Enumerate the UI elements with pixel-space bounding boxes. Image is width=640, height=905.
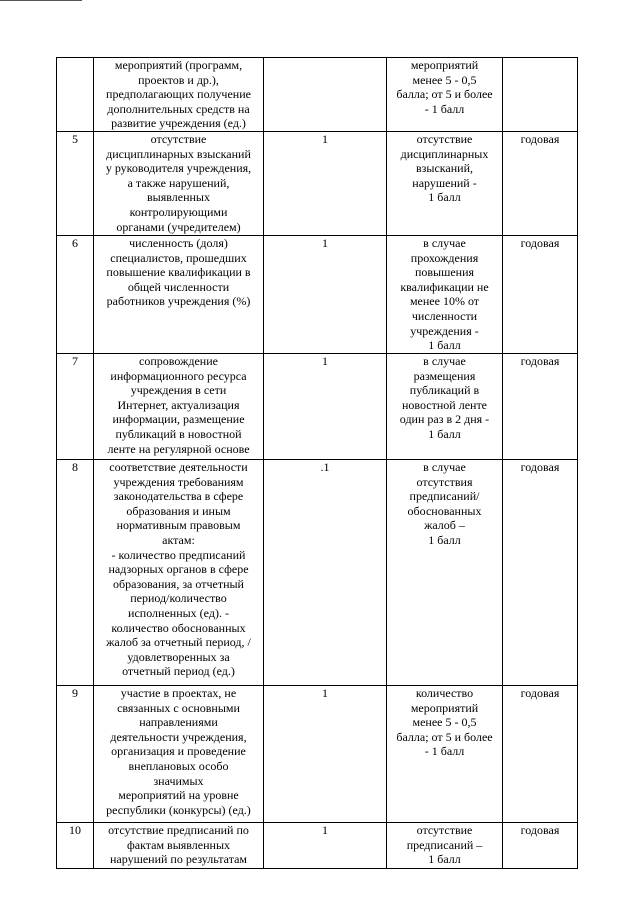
row-number: 7 [57,353,94,459]
indicator-name: мероприятий (программ, проектов и др.), предполагающих получение дополнительных средств на развитие учреждения (ед.) [94,58,264,132]
indicator-criteria: мероприятий менее 5 - 0,5 балла; от 5 и более - 1 балл [387,58,503,132]
indicator-name: численность (доля) специалистов, прошедших повышение квалификации в общей численности работников учреждения (%) [94,235,264,353]
indicator-name: соответствие деятельности учреждения требованиям законодательства в сфере образования и иным нормативным правовым актам: - количество предписаний надзорных органов в сфере образования, за отчетный период/количество исполненных (ед). - количество обоснованных жалоб за отчетный период, / удовлетворенных за отчетный период (ед.) [94,459,264,685]
indicator-name: участие в проектах, не связанных с основными направлениями деятельности учреждения, организация и проведение внеплановых особо значимых мероприятий на уровне республики (конкурсы) (ед.) [94,685,264,822]
indicator-period: годовая [503,822,578,868]
indicator-period: годовая [503,235,578,353]
row-number: 8 [57,459,94,685]
indicator-weight: .1 [264,459,387,685]
indicator-name: сопровождение информационного ресурса учреждения в сети Интернет, актуализация информации, размещение публикаций в новостной ленте на регулярной основе [94,353,264,459]
indicator-period: годовая [503,131,578,235]
indicator-weight: 1 [264,353,387,459]
table-row [57,822,578,868]
indicator-period [503,58,578,132]
table-row [57,353,578,459]
indicator-criteria: в случае отсутствия предписаний/ обоснованных жалоб – 1 балл [387,459,503,685]
criteria-table [56,57,578,869]
indicator-criteria: отсутствие дисциплинарных взысканий, нарушений - 1 балл [387,131,503,235]
row-number: 6 [57,235,94,353]
indicator-weight: 1 [264,131,387,235]
table-row [57,459,578,685]
indicator-weight: 1 [264,685,387,822]
indicator-period: годовая [503,685,578,822]
table-row [57,235,578,353]
row-number: 9 [57,685,94,822]
indicator-name: отсутствие предписаний по фактам выявленных нарушений по результатам [94,822,264,868]
indicator-weight: 1 [264,822,387,868]
table-row [57,131,578,235]
row-number: 10 [57,822,94,868]
indicator-period: годовая [503,353,578,459]
row-number [57,58,94,132]
indicator-period: годовая [503,459,578,685]
indicator-weight [264,58,387,132]
indicator-criteria: отсутствие предписаний – 1 балл [387,822,503,868]
indicator-criteria: количество мероприятий менее 5 - 0,5 балла; от 5 и более - 1 балл [387,685,503,822]
indicator-name: отсутствие дисциплинарных взысканий у руководителя учреждения, а также нарушений, выявленных контролирующими органами (учредителем) [94,131,264,235]
table-row [57,58,578,132]
top-rule [0,0,82,1]
indicator-criteria: в случае прохождения повышения квалификации не менее 10% от численности учреждения - 1 балл [387,235,503,353]
indicator-weight: 1 [264,235,387,353]
indicator-criteria: в случае размещения публикаций в новостной ленте один раз в 2 дня - 1 балл [387,353,503,459]
table-row [57,685,578,822]
row-number: 5 [57,131,94,235]
